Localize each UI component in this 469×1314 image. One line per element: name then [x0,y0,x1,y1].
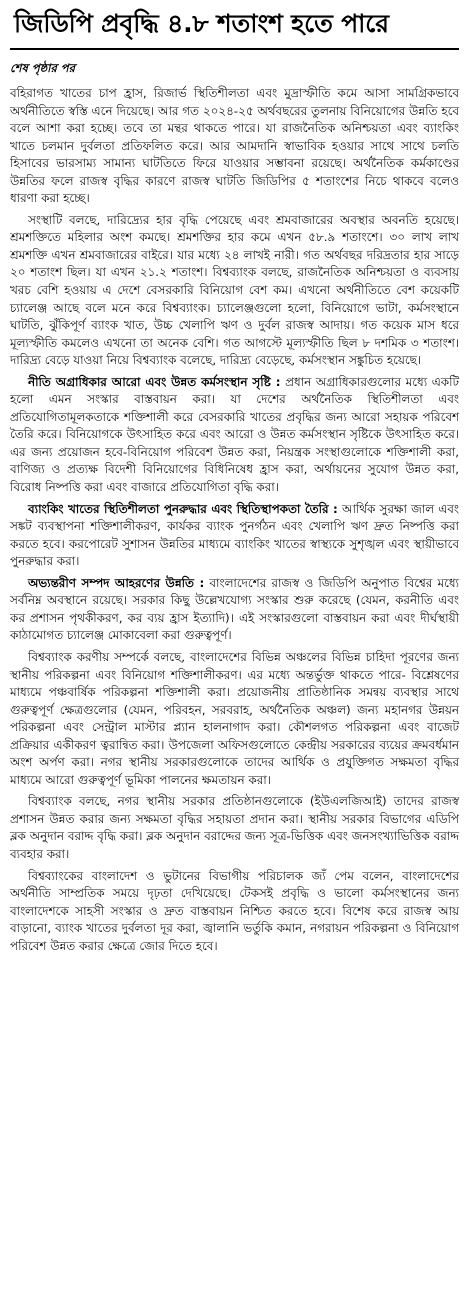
article-paragraph [10,649,459,789]
paragraph-subhead: ব্যাংকিং খাতের স্থিতিশীলতা পুনরুদ্ধার এবং স্থিতিস্থাপকতা তৈরি : [28,501,338,516]
article-paragraph [10,85,459,208]
paragraph-subhead: নীতি অগ্রাধিকার আরো এবং উন্নত কর্মসংস্থান সৃষ্টি : [28,374,281,389]
article-body [10,85,459,955]
paragraph-text: বিশ্বব্যাংকের বাংলাদেশ ও ভুটানের বিভাগীয় পরিচালক জ্যঁ পেম বলেন, বাংলাদেশের অর্থনীতি সাম্প্রতিক সময়ে দৃঢ়তা দেখিয়েছে। টেকসই প্রবৃদ্ধি ও ভালো কর্মসংস্থানের জন্য বাংলাদেশকে সাহসী সংস্কার ও দ্রুত বাস্তবায়ন নিশ্চিত করতে হবে। বিশেষ করে রাজস্ব আয় বাড়ানো, ব্যাংক খাতের দুর্বলতা দূর করা, জ্বালানি ভর্তুকি কমান, নগরায়ন পরিকল্পনা ও বিনিয়োগ পরিবেশ উন্নত করার ক্ষেত্রে জোর দিতে হবে। [10,868,459,953]
paragraph-text: সংস্থাটি বলছে, দারিদ্র্যের হার বৃদ্ধি পেয়েছে এবং শ্রমবাজারের অবস্থার অবনতি হয়েছে। শ্রমশক্তিতে মহিলার অংশ কমছে। শ্রমশক্তির হার কমে এখন ৫৮.৯ শতাংশে। ৩০ লাখ লাখ শ্রমশক্তি এখন শ্রমবাজারের বাইরে। যার মধ্যে ২৪ লাখই নারী। গত অর্থবছর দরিদ্রতার হার সাড়ে ২০ শতাংশ ছিল। যা এখন ২১.২ শতাংশ। বিশ্বব্যাংক বলছে, রাজনৈতিক অনিশ্চয়তা ও ব্যবসায় খরচ বেশি হওয়ায় এ দেশে বেসরকারি বিনিয়োগ বেশ কম। এখনো অর্থনীতিতে বেশ কয়েকটি চ্যালেঞ্জ আছে বলে মনে করে বিশ্বব্যাংক। চ্যালেঞ্জগুলো হলো, বিনিয়োগে ভাটা, কর্মসংস্থানে ঘাটতি, ঝুঁকিপূর্ণ ব্যাংক খাত, উচ্চ খেলাপি ঋণ ও দুর্বল রাজস্ব আদায়। গত কয়েক মাস ধরে মূল্যস্ফীতি কমলেও এখনো তা অনেক বেশি। গত আগস্টে মূল্যস্ফীতি ছিল ৮ দশমিক ৩ শতাংশ। দারিদ্র্য বেড়ে যাওয়া নিয়ে বিশ্বব্যাংক বলেছে, দারিদ্র্য বেড়েছে, কর্মসংস্থান সঙ্কুচিত হয়েছে। [10,212,459,368]
article-paragraph [10,374,459,497]
headline: জিডিপি প্রবৃদ্ধি ৪.৮ শতাংশ হতে পারে [10,2,459,50]
paragraph-text: আর্থিক সুরক্ষা জাল এবং সঙ্কট ব্যবস্থাপনা শক্তিশালীকরণ, কার্যকর ব্যাংক পুনর্গঠন এবং খেলাপি ঋণ দ্রুত নিষ্পত্তি করা করতে হবে। করপোরেট সুশাসন উন্নতির মাধ্যমে ব্যাংকিং খাতের স্বাস্থ্যকে সুশৃঙ্খল এবং স্থায়ীভাবে পুনরুদ্ধার করা। [10,501,460,569]
article-paragraph [10,793,459,863]
paragraph-text: বহিরাগত খাতের চাপ হ্রাস, রিজার্ভ স্থিতিশীলতা এবং মুদ্রাস্ফীতি কমে আসা সামগ্রিকভাবে অর্থনীতিতে স্বস্তি এনে দিয়েছে। আর গত ২০২৪-২৫ অর্থবছরের তুলনায় বিনিয়োগের উন্নতি হবে বলে আশা করা হচ্ছে। তবে তা মন্থর থাকতে পারে। যা রাজনৈতিক অনিশ্চয়তা এবং ব্যাংকিং খাতে চলমান দুর্বলতা প্রতিফলিত করে। আর আমদানি স্বাভাবিক হওয়ার সাথে সাথে চলতি হিসাবের ভারসাম্য সামান্য ঘাটতিতে ফিরে যাওয়ার সম্ভাবনা রয়েছে। অর্থনৈতিক কর্মকাণ্ডের উন্নতির ফলে রাজস্ব বৃদ্ধির কারণে রাজস্ব ঘাটতি জিডিপির ৫ শতাংশের নিচে থাকবে বলেও ধারণা করা হচ্ছে। [10,86,459,206]
continuation-label: শেষ পৃষ্ঠার পর [10,61,75,75]
article-paragraph [10,575,459,645]
paragraph-text: বিশ্বব্যাংক বলছে, নগর স্থানীয় সরকার প্রতিষ্ঠানগুলোকে (ইউএলজিআই) তাদের রাজস্ব প্রশাসন উন্নত করার জন্য সক্ষমতা বৃদ্ধির সহায়তা প্রদান করা। স্থানীয় সরকার বিভাগের এডিপি ব্লক অনুদান বরাদ্দ বৃদ্ধি করা। ব্লক অনুদান বরাদ্দের জন্য সূত্র-ভিত্তিক এবং জনসংখ্যাভিত্তিক বরাদ্দ ব্যবহার করা। [10,794,459,861]
paragraph-subhead: অভ্যন্তরীণ সম্পদ আহরণের উন্নতি : [28,575,205,590]
article-paragraph [10,212,459,370]
paragraph-text: প্রধান অগ্রাধিকারগুলোর মধ্যে একটি হলো এমন সংস্কার বাস্তবায়ন করা। যা দেশের অর্থনৈতিক স্থিতিশীলতা এবং প্রতিযোগিতামূলকতাকে শক্তিশালী করে বেসরকারি খাতের প্রবৃদ্ধির জন্য আরো সহায়ক পরিবেশ তৈরি করে। বিনিয়োগকে উৎসাহিত করে এবং আরো ও উন্নত কর্মসংস্থান সৃষ্টিকে উৎসাহিত করে। এর জন্য প্রয়োজন হবে-বিনিয়োগ পরিবেশ উন্নত করা, নিয়ন্ত্রক সংস্থাগুলোকে শক্তিশালী করা, বাণিজ্য ও প্রত্যক্ষ বিদেশী বিনিয়োগের বিধিনিষেধ হ্রাস করা, অর্থায়নের সুযোগ উন্নত করা, বিরোধ নিষ্পত্তি করা এবং বাজারে প্রতিযোগিতা বৃদ্ধি করা। [10,374,460,495]
paragraph-text: বিশ্বব্যাংক করণীয় সম্পর্কে বলছে, বাংলাদেশের বিভিন্ন অঞ্চলের বিভিন্ন চাহিদা পূরণের জন্য স্থানীয় পরিকল্পনা এবং বিনিয়োগ শক্তিশালীকরণ। এর মধ্যে অন্তর্ভুক্ত থাকতে পারে- বিশ্লেষণের মাধ্যমে পঞ্চবার্ষিক পরিকল্পনা শক্তিশালী করা। প্রয়োজনীয় প্রাতিষ্ঠানিক সমন্বয় ব্যবস্থার সাথে গুরুত্বপূর্ণ ক্ষেত্রগুলোর (যেমন, পরিবহন, সরবরাহ, অর্থনৈতিক অঞ্চল) জন্য মহানগর উন্নয়ন পরিকল্পনা এবং সেন্ট্রাল মাস্টার প্ল্যান হালনাগাদ করা। কৌশলগত পরিকল্পনা এবং বাজেট প্রক্রিয়ার একীকরণ ত্বরান্বিত করা। উপজেলা অফিসগুলোতে কেন্দ্রীয় সরকারের ব্যয়ের ক্রমবর্ধমান অংশ অর্পণ করা। নগর স্থানীয় সরকারগুলোকে তাদের আর্থিক ও প্রযুক্তিগত সক্ষমতা বৃদ্ধির মাধ্যমে আরো গুরুত্বপূর্ণ ভূমিকা পালনের ক্ষমতায়ন করা। [10,649,459,787]
paragraph-text: বাংলাদেশের রাজস্ব ও জিডিপি অনুপাত বিশ্বের মধ্যে সর্বনিম্ন অবস্থানে রয়েছে। সরকার কিছু উল্লেখযোগ্য সংস্কার শুরু করেছে (যেমন, করনীতি এবং কর প্রশাসন পৃথকীকরণ, কর ব্যয় হ্রাস ইত্যাদি)। এই সংস্কারগুলো বাস্তবায়ন করা এবং দীর্ঘস্থায়ী কাঠামোগত চ্যালেঞ্জ মোকাবেলা করা গুরুত্বপূর্ণ। [10,575,459,643]
article-paragraph [10,868,459,956]
article-paragraph [10,501,459,571]
